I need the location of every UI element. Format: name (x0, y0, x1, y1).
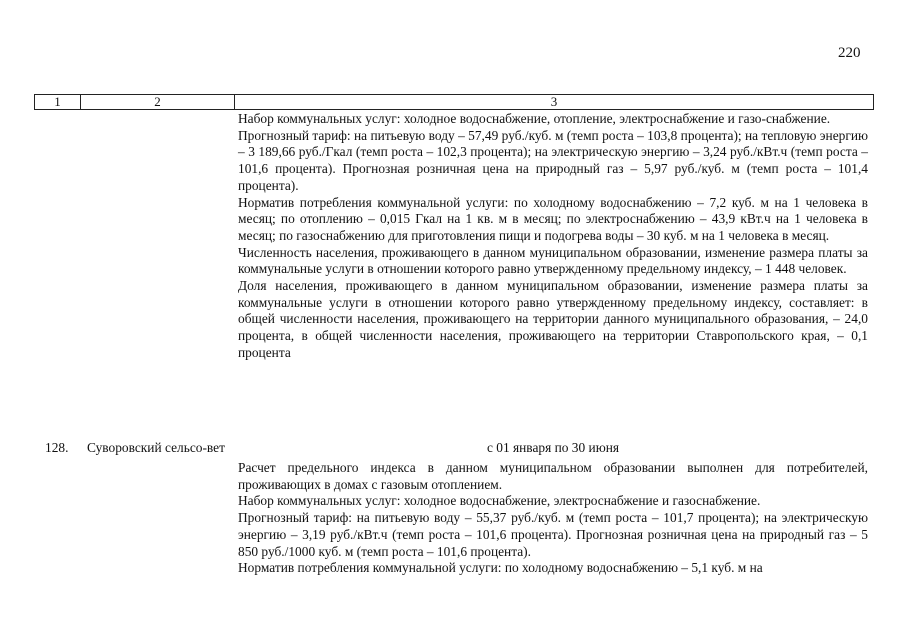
paragraph-norms: Норматив потребления коммунальной услуги: по холодному водоснабжению – 7,2 куб. м на 1 человека в месяц; по отоплению – 0,015 Гкал на 1 кв. м в месяц; по электроснабжению – 43,9 кВт.ч на 1 человека в месяц; по газоснабжению для приготовления пищи и подогрева воды – 30 куб. м на 1 человека в месяц. (238, 194, 868, 243)
table-column-header (34, 94, 874, 110)
period-heading: с 01 января по 30 июня (486, 440, 620, 455)
paragraph-tariff: Прогнозный тариф: на питьевую воду – 55,37 руб./куб. м (темп роста – 101,7 процента); на электрическую энергию – 3,19 руб./кВт.ч (темп роста – 101,6 процента). Прогнозная розничная цена на природный газ – 5 850 руб./1000 куб. м (темп роста – 101,6 процента). (238, 510, 868, 559)
paragraph-services: Набор коммунальных услуг: холодное водоснабжение, отопление, электроснабжение и газо-снабжение. (238, 111, 831, 126)
entry-text (238, 460, 868, 577)
column-3-header: 3 (550, 94, 558, 109)
entry-number: 128. (45, 440, 69, 455)
paragraph-population: Численность населения, проживающего в данном муниципальном образовании, изменение размера платы за коммунальные услуги в отношении которого равно утвержденному предельному индексу, – 1 448 человек. (238, 244, 868, 277)
paragraph-tariff: Прогнозный тариф: на питьевую воду – 57,49 руб./куб. м (темп роста – 103,8 процента); на тепловую энергию – 3 189,66 руб./Гкал (темп роста – 102,3 процента); на электрическую энергию – 3,24 руб./кВт.ч (темп роста – 101,6 процента). Прогнозная розничная цена на природный газ – 5,97 руб./куб. м (темп роста – 101,4 процента). (238, 127, 868, 193)
column-1-header: 1 (35, 95, 81, 109)
column-2-header: 2 (81, 95, 235, 109)
paragraph-services: Набор коммунальных услуг: холодное водоснабжение, электроснабжение и газоснабжение. (238, 493, 761, 509)
page-number: 220 (838, 45, 861, 61)
paragraph-calculation: Расчет предельного индекса в данном муниципальном образовании выполнен для потребителей, проживающих в домах с газовым отоплением. (238, 460, 868, 492)
paragraph-share: Доля населения, проживающего в данном муниципальном образовании, изменение размера платы за коммунальные услуги в отношении которого равно утвержденному предельному индексу, составляет: в общей численности населения, проживающего на территории данного муниципального образования, – 24,0 процента, в общей численности населения, проживающего на территории Ставропольского края, – 0,1 процента (238, 278, 868, 360)
municipality-name: Суворовский сельсо-вет (87, 440, 225, 455)
previous-entry-text (238, 111, 868, 362)
paragraph-norms: Норматив потребления коммунальной услуги: по холодному водоснабжению – 5,1 куб. м на (238, 560, 763, 576)
